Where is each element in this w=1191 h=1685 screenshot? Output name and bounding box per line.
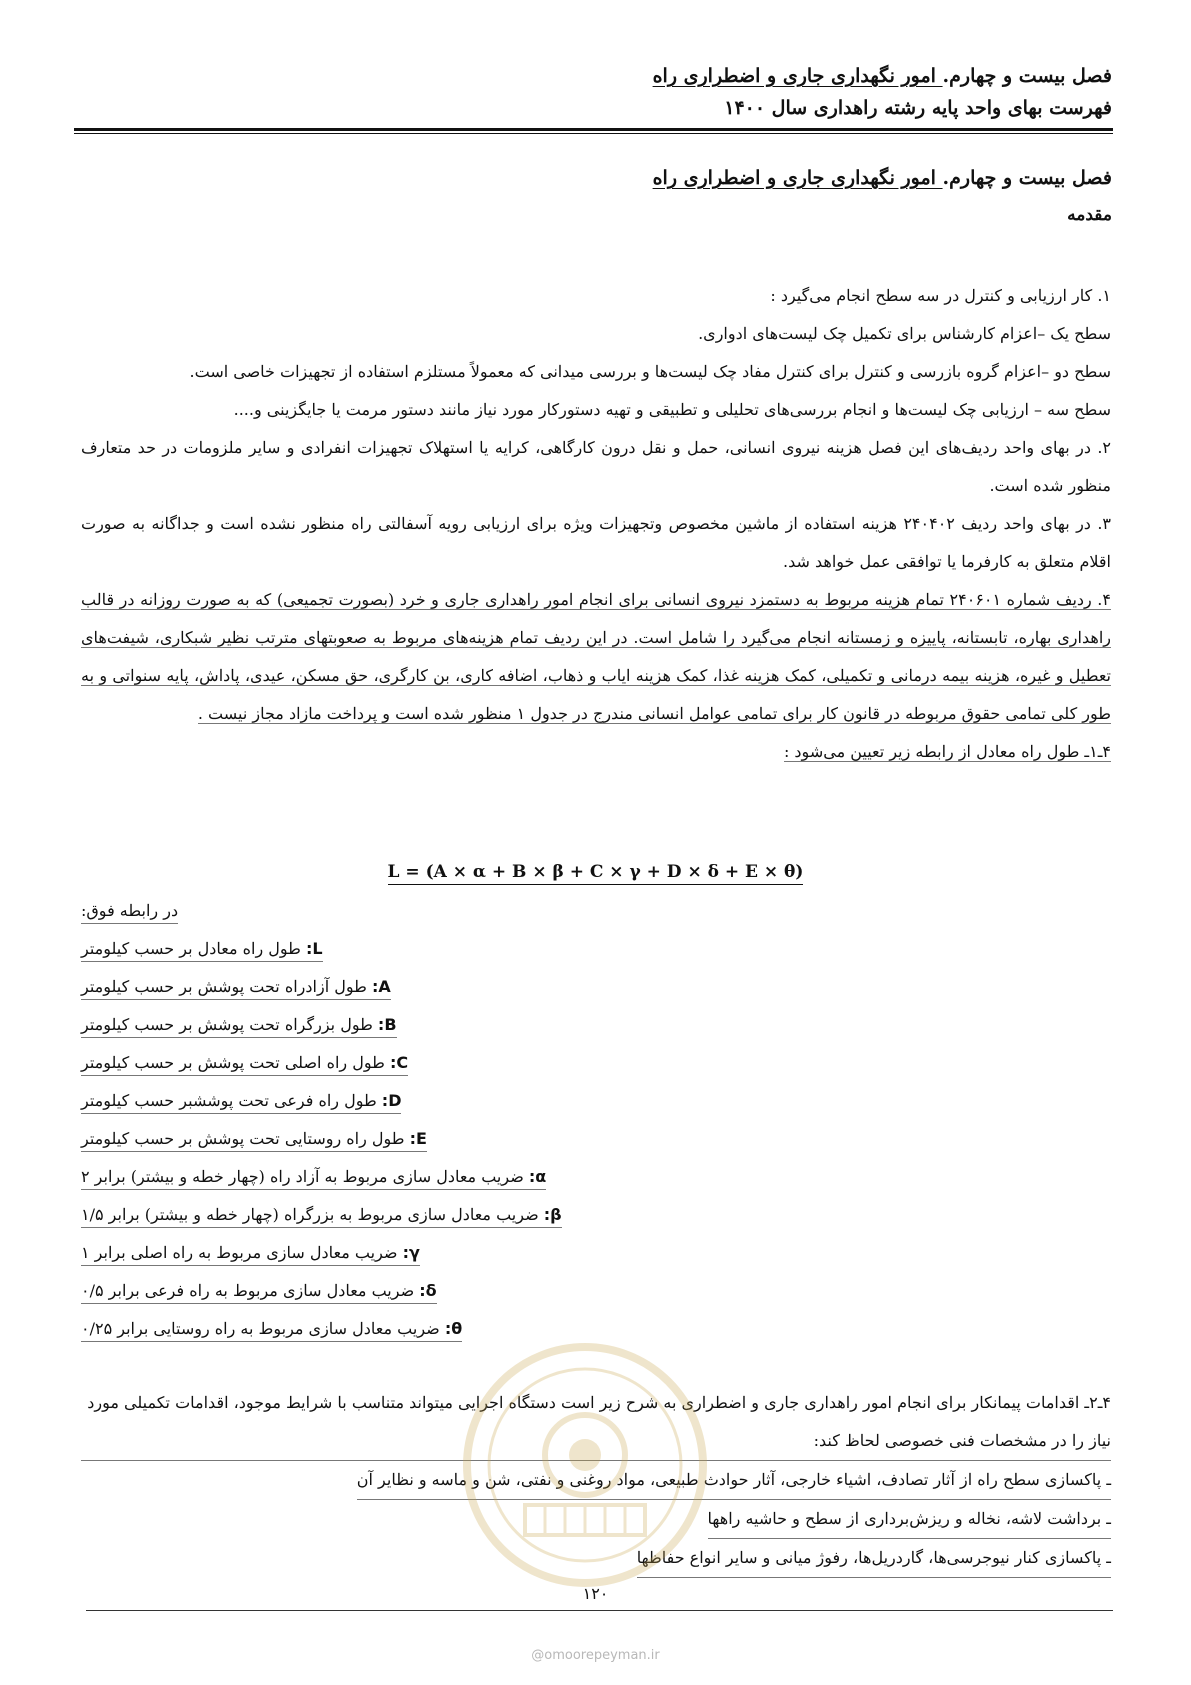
definition-symbol: C: — [389, 1052, 409, 1072]
paragraph-4-1-text: ۴ـ۱ـ طول راه معادل از رابطه زیر تعیین می‌شود : — [783, 742, 1111, 761]
definition-item — [81, 1007, 1111, 1045]
definition-item — [81, 1273, 1111, 1311]
definition-symbol: γ: — [402, 1242, 420, 1262]
bullet-item: ـ پاکسازی کنار نیوجرسی‌ها، گاردریل‌ها، رفوژ میانی و سایر انواع حفاظها — [637, 1539, 1111, 1578]
definition-text: طول راه فرعی تحت پوششبر حسب کیلومتر — [81, 1090, 382, 1110]
section-title-link: امور نگهداری جاری و اضطراری راه — [652, 167, 943, 189]
definition-item — [81, 931, 1111, 969]
paragraph: ۳. در بهای واحد ردیف ۲۴۰۴۰۲ هزینه استفاده از ماشین مخصوص وتجهیزات ویژه برای ارزیابی رویه آسفالتی راه منظور نشده است و جداگانه به صورت اقلام متعلق به کارفرما یا توافقی عمل خواهد شد. — [81, 514, 1112, 571]
paragraph: ۲. در بهای واحد ردیف‌های این فصل هزینه نیروی انسانی، حمل و نقل درون کارگاهی، کرایه یا استهلاک تجهیزات انفرادی و سایر ملزومات در حد متعارف منظور شده است. — [81, 438, 1111, 495]
paragraph: سطح یک –اعزام کارشناس برای تکمیل چک لیست‌های ادواری. — [698, 324, 1111, 343]
page-number: ۱۲۰ — [582, 1584, 609, 1603]
definition-symbol: α: — [528, 1166, 547, 1186]
definition-item — [81, 969, 1111, 1007]
definition-symbol: B: — [377, 1014, 397, 1034]
definition-item — [81, 1159, 1111, 1197]
paragraph: ۱. کار ارزیابی و کنترل در سه سطح انجام می‌گیرد : — [770, 286, 1111, 305]
formula-text: L = (A × α + B × β + C × γ + D × δ + E × θ) — [388, 862, 804, 885]
definition-symbol: L: — [306, 938, 323, 958]
definition-symbol: E: — [409, 1128, 427, 1148]
definition-symbol: θ: — [444, 1318, 463, 1338]
definition-text: طول بزرگراه تحت پوشش بر حسب کیلومتر — [81, 1014, 378, 1034]
paragraph-4-1 — [81, 733, 1111, 771]
paragraph: سطح دو –اعزام گروه بازرسی و کنترل برای کنترل مفاد چک لیست‌ها و بررسی میدانی که معمولاً مستلزم استفاده از تجهیزات خاصی است. — [189, 362, 1111, 381]
bullet-item: ـ برداشت لاشه، نخاله و ریزش‌برداری از سطح و حاشیه راهها — [708, 1500, 1111, 1539]
bullet-item: ـ پاکسازی سطح راه از آثار تصادف، اشیاء خارجی، آثار حوادث طبیعی، مواد روغنی و نفتی، شن و ماسه و نظایر آن — [357, 1461, 1111, 1500]
definitions-intro-text: در رابطه فوق: — [81, 901, 178, 924]
header-chapter-title — [72, 60, 1112, 92]
definition-text: طول راه روستایی تحت پوشش بر حسب کیلومتر — [81, 1128, 410, 1148]
footer-rule — [86, 1610, 1113, 1611]
definition-text: طول راه اصلی تحت پوشش بر حسب کیلومتر — [81, 1052, 390, 1072]
header-rule-thick — [74, 128, 1113, 131]
definition-item — [81, 1045, 1111, 1083]
definition-text: طول راه معادل بر حسب کیلومتر — [81, 938, 306, 958]
paragraph-4-2: ۴ـ۲ـ اقدامات پیمانکار برای انجام امور راهداری جاری و اضطراری به شرح زیر است دستگاه اجرایی میتواند متناسب با شرایط موجود، اقدامات تکمیلی مورد نیاز را در مشخصات فنی خصوصی لحاظ کند: — [81, 1384, 1111, 1461]
paragraph-4 — [81, 581, 1111, 733]
section-title — [653, 167, 1112, 189]
header-rule-thin — [74, 133, 1113, 134]
publisher-seal-watermark — [455, 1335, 715, 1595]
definition-text: ضریب معادل سازی مربوط به راه فرعی برابر ۰/۵ — [81, 1280, 420, 1300]
definition-symbol: D: — [381, 1090, 402, 1110]
definition-symbol: δ: — [419, 1280, 437, 1300]
site-watermark: @omoorepeyman.ir — [531, 1648, 660, 1663]
definition-item — [81, 1197, 1111, 1235]
header-price-list-title: فهرست بهای واحد پایه رشته راهداری سال ۱۴۰۰ — [724, 97, 1112, 119]
running-header — [72, 60, 1112, 124]
paragraph-4-text: ۴. ردیف شماره ۲۴۰۶۰۱ تمام هزینه مربوط به دستمزد نیروی انسانی برای انجام امور راهداری جاری و خرد (بصورت تجمیعی) که به صورت روزانه در قالب راهداری بهاره، تابستانه، پاییزه و زمستانه انجام می‌گیرد را شامل است. در این ردیف تمام هزینه‌های مربوط به صعوبتهای مترتب نظیر شبکاری، شیفت‌های تعطیل و غیره، هزینه بیمه درمانی و تکمیلی، کمک هزینه غذا، کمک هزینه ایاب و ذهاب، اضافه کاری، بن کارگری، حق مسکن، عیدی، پاداش، پایه سنواتی و به طور کلی تمامی حقوق مربوطه در قانون کار برای تمامی عوامل انسانی مندرج در جدول ۱ منظور شده است و پرداخت مازاد مجاز نیست . — [81, 590, 1112, 723]
definition-text: ضریب معادل سازی مربوط به آزاد راه (چهار خطه و بیشتر) برابر ۲ — [81, 1166, 529, 1186]
definition-symbol: β: — [543, 1204, 562, 1224]
definition-text: ضریب معادل سازی مربوط به راه اصلی برابر ۱ — [81, 1242, 403, 1262]
equivalent-length-formula — [0, 862, 1191, 882]
section-title-prefix: فصل بیست و چهارم. — [942, 167, 1112, 189]
header-chapter-prefix: فصل بیست و چهارم. — [942, 65, 1112, 87]
definition-item — [81, 1083, 1111, 1121]
definition-text: ضریب معادل سازی مربوط به بزرگراه (چهار خطه و بیشتر) برابر ۱/۵ — [81, 1204, 544, 1224]
definition-text: ضریب معادل سازی مربوط به راه روستایی برابر ۰/۲۵ — [81, 1318, 445, 1338]
definitions-list — [81, 893, 1111, 1349]
definition-symbol: A: — [371, 976, 391, 996]
header-chapter-link: امور نگهداری جاری و اضطراری راه — [652, 65, 943, 87]
definition-item — [81, 1121, 1111, 1159]
intro-body — [81, 277, 1111, 771]
definition-text: طول آزادراه تحت پوشش بر حسب کیلومتر — [81, 976, 372, 996]
definition-item — [81, 1235, 1111, 1273]
definitions-intro — [81, 893, 1111, 931]
paragraph: سطح سه – ارزیابی چک لیست‌ها و انجام بررسی‌های تحلیلی و تطبیقی و تهیه دستورکار مورد نیاز مانند دستور مرمت یا جایگزینی و.... — [233, 400, 1111, 419]
section-subtitle: مقدمه — [1067, 205, 1112, 225]
